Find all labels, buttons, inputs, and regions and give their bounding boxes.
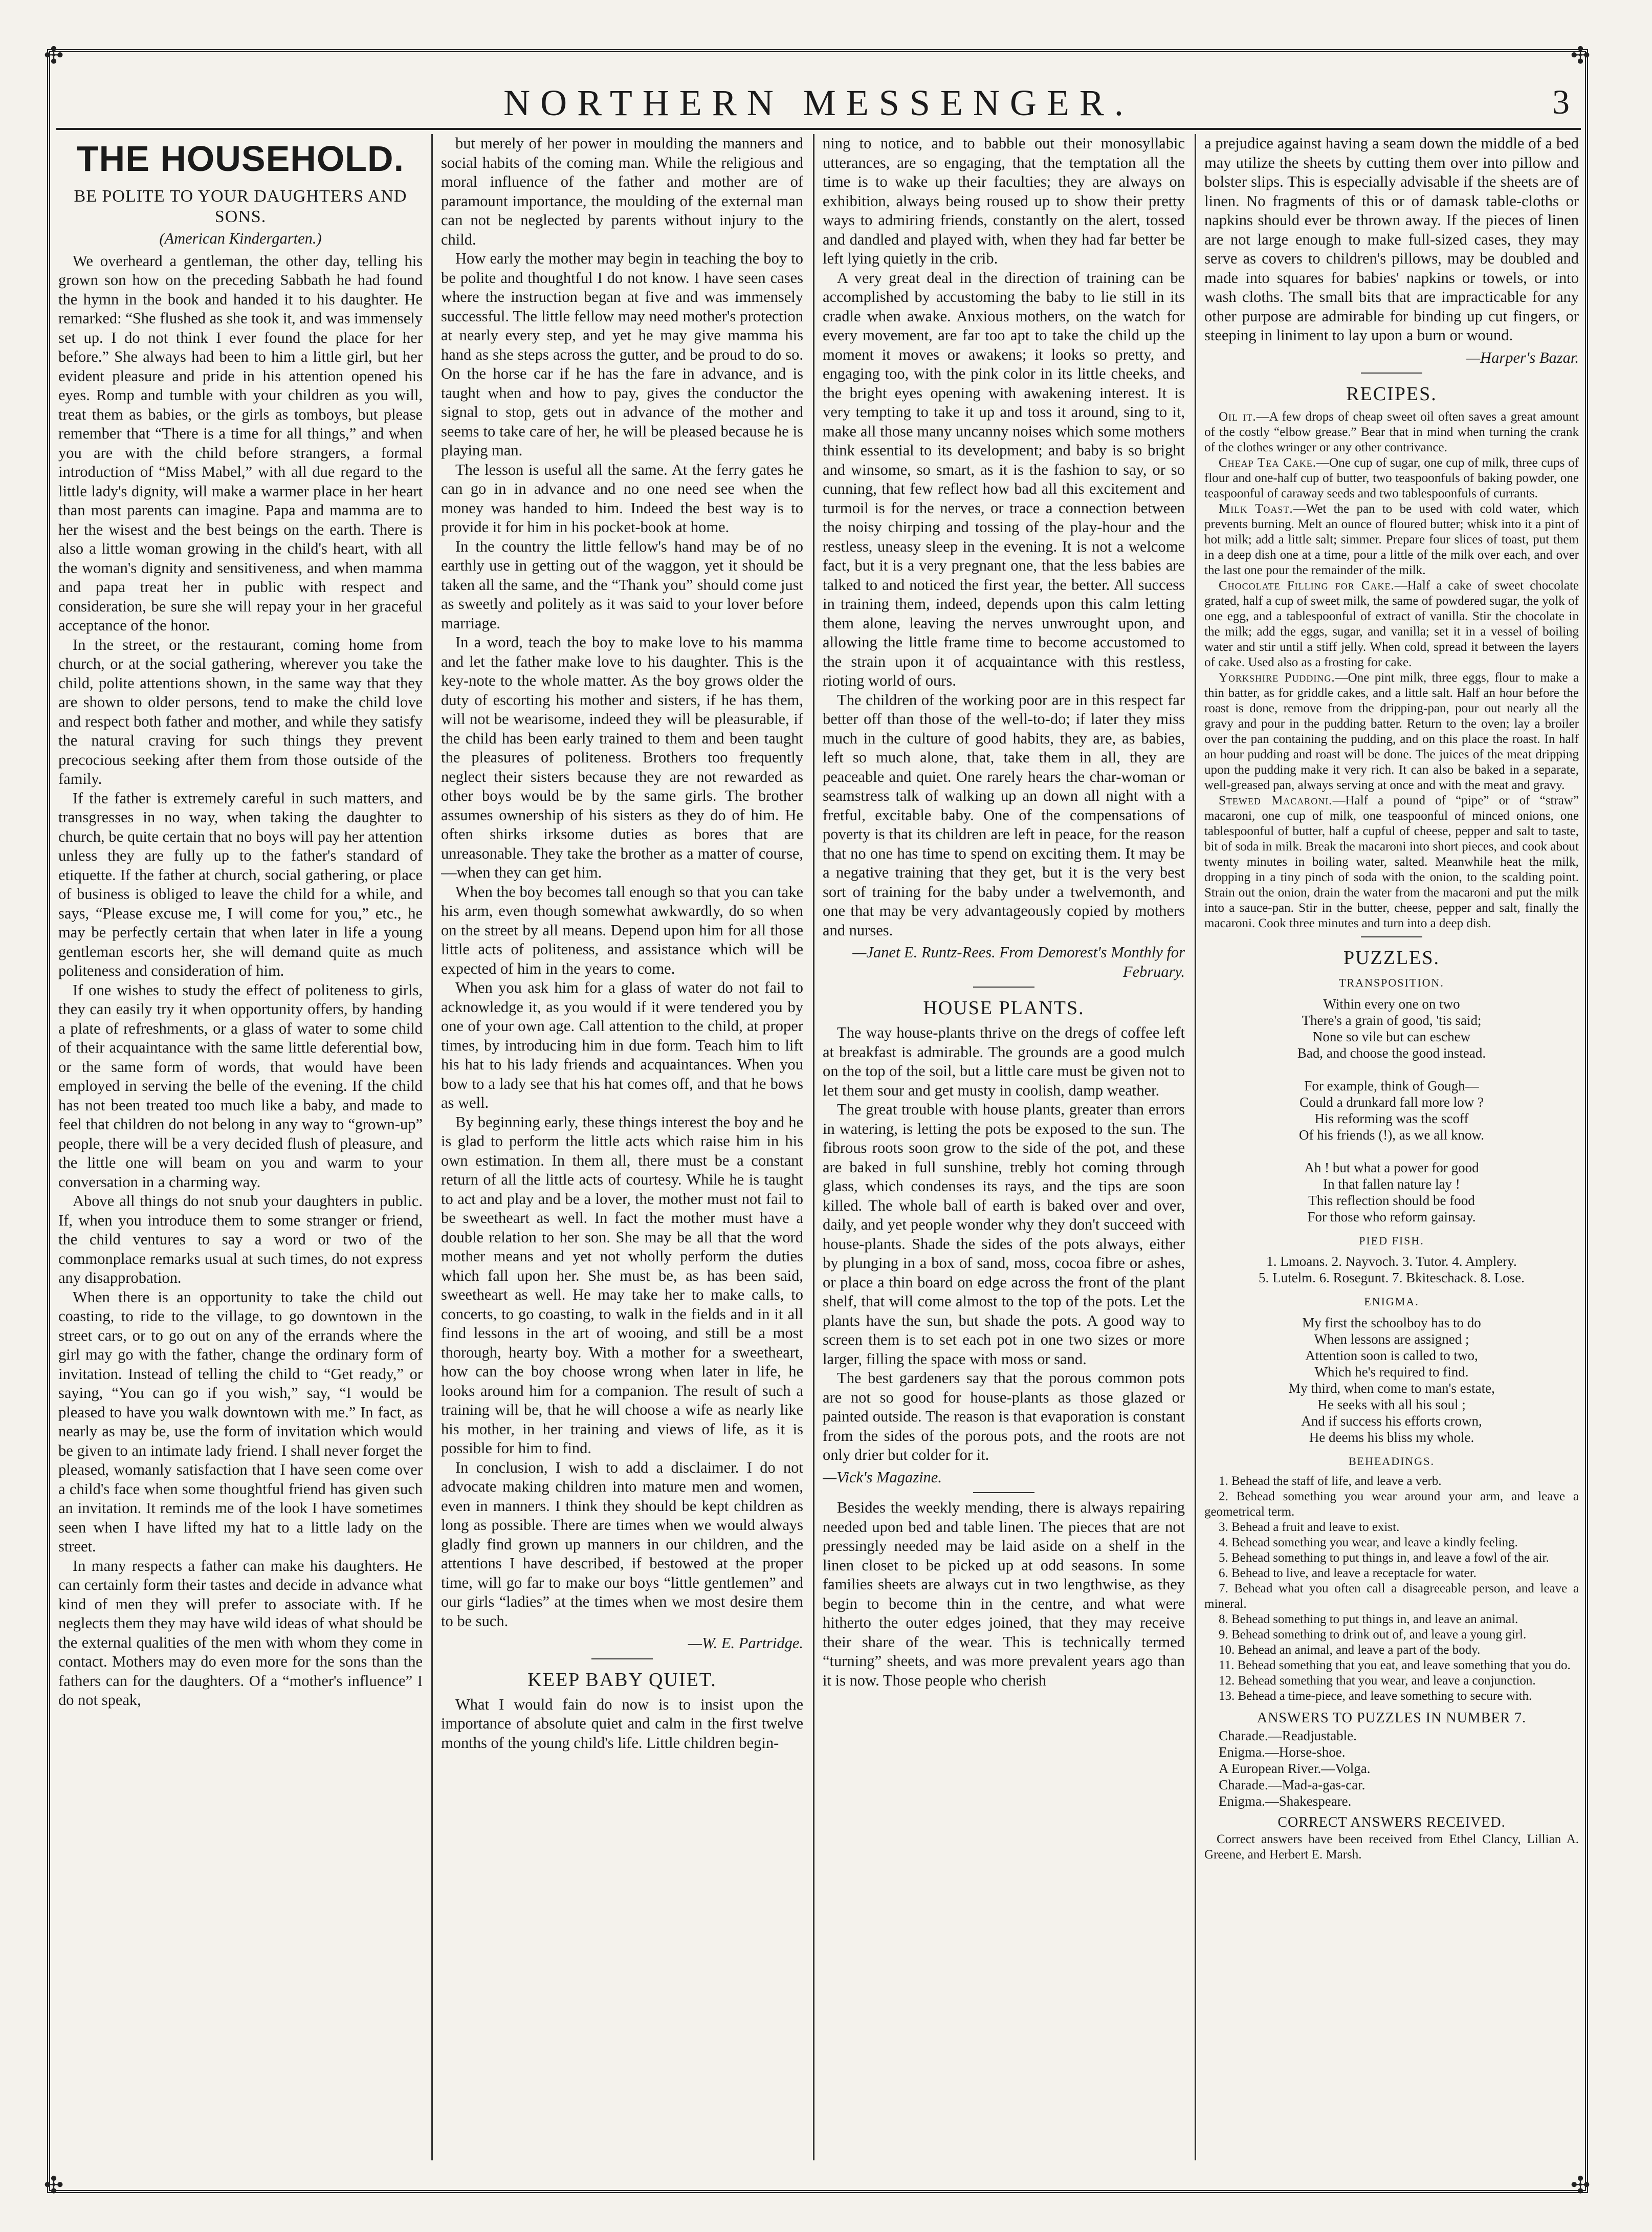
paragraph: The lesson is useful all the same. At the ferry gates he can go in in advance and no one need see when the money was handed to him. Indeed the best way is to provide it for him in his pocket-book at home. bbox=[441, 461, 803, 536]
paragraph: How early the mother may begin in teaching the boy to be polite and thoughtful I do not know. I have seen cases where the instruction began at five and was immensely successful. The little fellow may need mother's protection at nearly every step, and yet he may give mamma his hand as she steps across the gutter, and be proud to do so. On the horse car if he has the fare in advance, and is taught when and how to pay, gives the conductor the signal to stop, gets out in advance of the mother and seems to take care of her, he will be pleased because he is playing man. bbox=[441, 250, 803, 459]
masthead bbox=[56, 72, 1581, 130]
answers-title: ANSWERS TO PUZZLES IN NUMBER 7. bbox=[1257, 1710, 1527, 1726]
answer-item: Charade.—Readjustable. bbox=[1219, 1728, 1357, 1743]
house-plants-title: HOUSE PLANTS. bbox=[923, 997, 1085, 1019]
poem-line: None so vile but can eschew bbox=[1312, 1029, 1471, 1044]
poem-line: For example, think of Gough— bbox=[1304, 1078, 1479, 1093]
recipe-item bbox=[1204, 409, 1579, 455]
article-source: —Vick's Magazine. bbox=[823, 1468, 942, 1486]
newspaper-title: NORTHERN MESSENGER. bbox=[503, 82, 1134, 123]
poem-line: He seeks with all his soul ; bbox=[1317, 1396, 1466, 1412]
recipe-text: —A few drops of cheap sweet oil often saves a great amount of the costly “elbow grease.” Bear that in mind when turning the crank of the clothes wringer or any other contrivance. bbox=[1204, 410, 1579, 454]
puzzles-title: PUZZLES. bbox=[1343, 947, 1440, 969]
pied-fish-label: PIED FISH. bbox=[1359, 1234, 1424, 1247]
section-divider bbox=[1361, 373, 1422, 374]
recipe-name: Milk Toast. bbox=[1219, 502, 1293, 516]
enigma-poem bbox=[1204, 1315, 1579, 1446]
beheading-item: 4. Behead something you wear, and leave a kindly feeling. bbox=[1219, 1536, 1518, 1549]
beheading-item: 7. Behead what you often call a disagreeable person, and leave a mineral. bbox=[1204, 1582, 1579, 1611]
recipe-text: —One pint milk, three eggs, flour to make a thin batter, as for griddle cakes, and a little salt. Half an hour before the roast is done, remove from the dripping-pan, pour out nearly all the gravy and pour in the pudding batter. Return to the oven; lay a broiler over the pan containing the pudding, and on this place the roast. In half an hour pudding and roast will be done. The juices of the meat dripping upon the pudding make it very rich. It can also be baked in a separate, well-greased pan, always serving at once and with the meat and gravy. bbox=[1204, 671, 1579, 792]
transposition-poem bbox=[1204, 996, 1579, 1225]
paragraph: In the country the little fellow's hand may be of no earthly use in getting out of the waggon, yet it should be taken all the same, and the “Thank you” should come just as sweetly and politely as it was said to your lover before marriage. bbox=[441, 537, 803, 632]
paragraph: When there is an opportunity to take the child out coasting, to ride to the village, to go downtown in the street cars, or to go out on any of the errands where the girl may go with the father, change the ordinary form of invitation. Instead of telling the child to “Get ready,” or saying, “You can go if you wish,” say, “I would be pleased to have you walk downtown with me.” In fact, as nearly as may be, use the form of invitation which would be given to an intimate lady friend. I shall never forget the pleased, womanly satisfaction that I have seen come over a child's face when some thoughtful friend has given such an invitation. It reminds me of the look I have sometimes seen when I have lifted my hat to a little lady on the street. bbox=[58, 1288, 423, 1555]
pied-fish-list bbox=[1204, 1253, 1579, 1286]
column-rule bbox=[813, 134, 814, 2160]
answer-item: Enigma.—Horse-shoe. bbox=[1219, 1744, 1346, 1760]
article-source: —Harper's Bazar. bbox=[1466, 348, 1579, 366]
paragraph: By beginning early, these things interest the boy and he is glad to perform the little acts which raise him in his own estimation. In them all, there must be a constant return of all the little acts of courtesy. While he is taught to act and play and be a lover, the mother must not fail to be sweetheart as well. In fact the mother must have a double relation to her son. She may be all that the word mother means and yet not wholly perform the duties which fall upon her. She must be, as has been said, sweetheart as well. He may take her to make calls, to concerts, to go coasting, to walk in the fields and in it all find lessons in the art of wooing, and still be a most thorough, hearty boy. With a mother for a sweetheart, how can the boy choose wrong when later in life, he looks around him for a companion. The result of such a training will be, that he will choose a wife as nearly like his mother, in her training and views of life, as it is possible for him to find. bbox=[441, 1113, 803, 1457]
beheading-item: 9. Behead something to drink out of, and leave a young girl. bbox=[1219, 1628, 1527, 1642]
paragraph: The way house-plants thrive on the dregs of coffee left at breakfast is admirable. The grounds are a good mulch on the top of the soil, but a little care must be given not to let them sour and get musty in coolish, damp weather. bbox=[823, 1024, 1185, 1099]
paragraph: If one wishes to study the effect of politeness to girls, they can easily try it when opportunity offers, by handing a plate of refreshments, or a glass of water to some child of their acquaintance with the same little deferential bow, or the same form of words, that would have been employed in serving the belle of the evening. If the child has not been treated too much like a baby, and made to feel that children do not belong in any way to “grown-up” people, there will be a very decided flush of pleasure, and the little one will beam on you and warm to your conversation in a charming way. bbox=[58, 981, 423, 1191]
paragraph: We overheard a gentleman, the other day, telling his grown son how on the preceding Sabbath he had found the hymn in the book and handed it to his daughter. He remarked: “She flushed as she took it, and was immensely set up. I do not think I ever found the place for her before.” She always had been to him a little girl, but her evident pleasure and pride in his attention opened his eyes. Romp and tumble with your children as you will, treat them as babies, or the girls as tomboys, but please remember that “There is a time for all things,” and when you are with the child before strangers, a formal introduction of “Miss Mabel,” with all due regard to the little lady's dignity, will make a warmer place in her heart than most parents can imagine. Papa and mamma are to her the wisest and the best beings on the earth. There is also a little woman growing in the child's heart, with all the woman's dignity and sensitiveness, and when mamma and papa treat her in public with respect and consideration, be sure she will repay your in her graceful acceptance of the honor. bbox=[58, 252, 423, 634]
paragraph: In conclusion, I wish to add a disclaimer. I do not advocate making children into mature men and women, even in manners. I think they should be kept children as long as possible. There are times when we would always gladly find grown up manners in our children, and the attentions I have described, if bestowed at the proper time, will go far to make our boys “little gentlemen” and our girls “ladies” at the times when we most desire them to be such. bbox=[441, 1458, 803, 1630]
paragraph: The children of the working poor are in this respect far better off than those of the well-to-do; if later they miss much in the culture of good habits, they are, as babies, left so much alone, that, take them in all, they are peaceable and quiet. One rarely hears the char-woman or seamstress talk of walking up an down all night with a fretful, excitable baby. One of the compensations of poverty is that its children are left in peace, for the reason that no one has time to spend on exciting them. It may be a negative training that they get, but it is the very best sort of training for the baby under a twelvemonth, and one that may be very advantageously copied by mothers and nurses. bbox=[823, 691, 1185, 939]
paragraph: Besides the weekly mending, there is always repairing needed upon bed and table linen. The pieces that are not pressingly needed may be laid aside on a shelf in the linen closet to be picked up at odd seasons. In some families sheets are always cut in two lengthwise, as they begin to become thin in the centre, and what were hitherto the outer edges joined, that they may receive their share of the wear. This is technically termed “turning” sheets, and was more prevalent years ago than it is now. Those people who cherish bbox=[823, 1499, 1185, 1689]
corner-ornament-icon: ✣ bbox=[1570, 2172, 1591, 2198]
poem-line bbox=[1204, 1143, 1579, 1159]
beheading-item: 10. Behead an animal, and leave a part of the body. bbox=[1219, 1643, 1481, 1657]
transposition-label: TRANSPOSITION. bbox=[1339, 976, 1444, 989]
recipe-text: —Half a pound of “pipe” or of “straw” macaroni, one cup of milk, one teaspoonful of minced onions, one tablespoonful of butter, half a cupful of cheese, pepper and salt to taste, bit of soda in milk. Break the macaroni into short pieces, and cook about twenty minutes in boiling water, salted. Meanwhile heat the milk, dropping in a tiny pinch of soda with the onion, to the scalding point. Strain out the onion, drain the water from the macaroni and put the milk into a sauce-pan. Stir in the butter, cheese, pepper and salt, finally the macaroni. Cook three minutes and turn into a deep dish. bbox=[1204, 794, 1579, 930]
poem-line: There's a grain of good, 'tis said; bbox=[1302, 1012, 1482, 1028]
poem-line: Within every one on two bbox=[1323, 996, 1460, 1012]
column-rule bbox=[1195, 134, 1196, 2160]
section-divider bbox=[1361, 936, 1422, 937]
section-divider bbox=[973, 987, 1034, 988]
paragraph: Above all things do not snub your daughters in public. If, when you introduce them to some stranger or friend, the child ventures to say a word or two of the commonplace remarks usual at such times, do not express any disapprobation. bbox=[58, 1192, 423, 1286]
poem-line: My third, when come to man's estate, bbox=[1288, 1380, 1495, 1396]
answer-item: A European River.—Volga. bbox=[1219, 1761, 1371, 1776]
poem-line: His reforming was the scoff bbox=[1314, 1110, 1469, 1126]
column-rule bbox=[431, 134, 433, 2160]
beheading-item: 5. Behead something to put things in, and leave a fowl of the air. bbox=[1219, 1551, 1549, 1565]
column-3 bbox=[823, 134, 1185, 2160]
recipe-item bbox=[1204, 578, 1579, 670]
poem-line bbox=[1204, 1061, 1579, 1078]
poem-line: Bad, and choose the good instead. bbox=[1297, 1045, 1486, 1061]
keep-baby-title: KEEP BABY QUIET. bbox=[527, 1669, 717, 1691]
recipe-name: Stewed Macaroni. bbox=[1219, 794, 1333, 807]
beheading-item: 3. Behead a fruit and leave to exist. bbox=[1219, 1520, 1400, 1534]
section-divider bbox=[591, 1658, 653, 1659]
recipe-name: Oil it. bbox=[1219, 410, 1257, 424]
poem-line: Could a drunkard fall more low ? bbox=[1299, 1094, 1484, 1110]
beheading-item: 1. Behead the staff of life, and leave a verb. bbox=[1219, 1474, 1442, 1488]
page-number: 3 bbox=[1552, 82, 1570, 121]
article-signature: —Janet E. Runtz-Rees. From Demorest's Monthly for February. bbox=[852, 944, 1185, 980]
recipe-text: —One cup of sugar, one cup of milk, three cups of flour and one-half cup of butter, two teaspoonfuls of baking powder, one teaspoonful of caraway seeds and two tablespoonfuls of currants. bbox=[1204, 456, 1579, 500]
section-divider bbox=[973, 1492, 1034, 1493]
beheading-item: 13. Behead a time-piece, and leave something to secure with. bbox=[1219, 1689, 1532, 1703]
paragraph: a prejudice against having a seam down the middle of a bed may utilize the sheets by cutting them over into pillow and bolster slips. This is especially advisable if the sheets are of linen. No fragments of this or of damask table-cloths or napkins should ever be thrown away. If the pieces of linen are not large enough to make full-sized cases, they may serve as covers to children's pillows, may be doubled and made into squares for babies' napkins or towels, or into wash cloths. The small bits that are impracticable for any other purpose are admirable for binding up cut fingers, or steeping in liniment to lay upon a burn or wound. bbox=[1204, 135, 1579, 344]
answer-item: Enigma.—Shakespeare. bbox=[1219, 1793, 1352, 1809]
recipe-name: Cheap Tea Cake. bbox=[1219, 456, 1317, 470]
puzzle-line: 5. Lutelm. 6. Rosegunt. 7. Bkiteschack. 8. Lose. bbox=[1259, 1270, 1525, 1285]
paragraph: A very great deal in the direction of training can be accomplished by accustoming the baby to lie still in its cradle when awake. Anxious mothers, on the watch for every movement, are far too apt to take the child up the moment it moves or awakens; it looks so pretty, and engaging too, with the pink color in its little cheeks, and the bright eyes opening with awakening interest. It is very tempting to take it up and toss it around, sing to it, make all those many uncanny noises which some mothers think essential to its development; and baby is so bright and winsome, so smart, as it is the fashion to say, or so cunning, that few reflect how bad all this excitement and turmoil is for the nerves, or trace a connection between the noisy chirping and tossing of the play-hour and the restless, uneasy sleep in the evening. It is not a welcome fact, but it is a very pregnant one, that the less babies are talked to and noticed the first year, the better. All success in training them, indeed, depends upon this calm letting them alone, leaving the nerves unwrought upon, and allowing the little frame time to become accustomed to the strain upon it of acquaintance with this restless, rioting world of ours. bbox=[823, 269, 1185, 689]
article-title: BE POLITE TO YOUR DAUGHTERS AND SONS. bbox=[74, 187, 407, 226]
correct-answers-text: Correct answers have been received from Ethel Clancy, Lillian A. Greene, and Herbert E. Marsh. bbox=[1204, 1832, 1579, 1862]
recipe-item bbox=[1204, 793, 1579, 931]
recipe-name: Yorkshire Pudding. bbox=[1219, 671, 1335, 685]
corner-ornament-icon: ✣ bbox=[1570, 42, 1591, 69]
poem-line: My first the schoolboy has to do bbox=[1302, 1315, 1481, 1330]
poem-line: And if success his efforts crown, bbox=[1301, 1413, 1482, 1429]
article-source: (American Kindergarten.) bbox=[159, 230, 322, 247]
correct-answers-title: CORRECT ANSWERS RECEIVED. bbox=[1277, 1814, 1506, 1830]
paragraph: In the street, or the restaurant, coming home from church, or at the social gathering, wherever you take the child, polite attentions shown, in the same way that they are shown to older persons, tend to make the child love and respect both father and mother, and while they satisfy the natural craving for such things they prevent precocious seeking after them from those outside of the family. bbox=[58, 636, 423, 787]
paragraph: When you ask him for a glass of water do not fail to acknowledge it, as you would if it were tendered you by one of your own age. Call attention to the child, at proper times, by introducing him in due form. Teach him to lift his hat to his lady friends and acquaintances. When you bow to a lady see that his hat comes off, and that he bows as well. bbox=[441, 979, 803, 1111]
recipes-title: RECIPES. bbox=[1346, 383, 1437, 405]
corner-ornament-icon: ✣ bbox=[43, 42, 64, 69]
recipe-item bbox=[1204, 501, 1579, 578]
poem-line: When lessons are assigned ; bbox=[1314, 1331, 1469, 1347]
article-signature: —W. E. Partridge. bbox=[688, 1634, 803, 1652]
paragraph: In a word, teach the boy to make love to his mamma and let the father make love to his daughter. This is the key-note to the whole matter. As the boy grows older the duty of escorting his mother and sisters, if he has them, will not be wearisome, indeed they will be pleasurable, if the child has been early trained to them and been taught the pleasures of politeness. Brothers too frequently neglect their sisters because they are not rewarded as other boys would be by the same girls. The brother assumes ownership of his sisters as they do of him. He often shirks irksome duties as bores that are unreasonable. They take the brother as a matter of course, —when they can get him. bbox=[441, 633, 803, 881]
poem-line: He deems his bliss my whole. bbox=[1309, 1429, 1474, 1445]
recipe-item bbox=[1204, 455, 1579, 501]
recipe-text: —Half a cake of sweet chocolate grated, half a cup of sweet milk, the same of powdered sugar, the yolk of one egg, and a tablespoonful of extract of vanilla. Stir the chocolate in the milk; add the eggs, sugar, and vanilla; set it in a vessel of boiling water and stir until a stiff jelly. When cold, spread it between the layers of cake. Used also as a frosting for cake. bbox=[1204, 579, 1579, 669]
recipe-name: Chocolate Filling for Cake. bbox=[1219, 579, 1395, 593]
column-4 bbox=[1204, 134, 1579, 2160]
article-columns bbox=[56, 134, 1581, 2160]
beheadings-label: BEHEADINGS. bbox=[1348, 1454, 1435, 1468]
poem-line: Ah ! but what a power for good bbox=[1304, 1159, 1479, 1175]
paragraph: ning to notice, and to babble out their monosyllabic utterances, are so engaging, that the temptation all the time is to wake up their faculties; they are always on exhibition, always being roused up to show their pretty ways to admiring friends, constantly on the alert, tossed and dandled and played with, when they had far better be left lying quietly in the crib. bbox=[823, 135, 1185, 267]
recipe-text: —Wet the pan to be used with cold water, which prevents burning. Melt an ounce of floured butter; whisk into it a pint of hot milk; add a little salt; simmer. Prepare four slices of toast, put them in a deep dish one at a time, pour a little of the milk over each, and over the last one pour the remainder of the milk. bbox=[1204, 502, 1579, 577]
paragraph: but merely of her power in moulding the manners and social habits of the coming man. While the religious and moral influence of the father and mother are of paramount importance, the moulding of the external man can not be neglected by parents without injury to the child. bbox=[441, 135, 803, 248]
paragraph: The best gardeners say that the porous common pots are not so good for house-plants as those glazed or painted outside. The reason is that evaporation is constant from the sides of the porous pots, and the roots are not only drier but colder for it. bbox=[823, 1369, 1185, 1463]
beheading-item: 11. Behead something that you eat, and leave something that you do. bbox=[1219, 1658, 1571, 1672]
recipe-item bbox=[1204, 670, 1579, 793]
poem-line: In that fallen nature lay ! bbox=[1323, 1176, 1460, 1192]
beheading-item: 6. Behead to live, and leave a receptacle for water. bbox=[1219, 1566, 1477, 1580]
puzzle-line: 1. Lmoans. 2. Nayvoch. 3. Tutor. 4. Amplery. bbox=[1266, 1254, 1517, 1269]
corner-ornament-icon: ✣ bbox=[43, 2172, 64, 2198]
beheading-item: 8. Behead something to put things in, and leave an animal. bbox=[1219, 1612, 1518, 1626]
enigma-label: ENIGMA. bbox=[1364, 1295, 1419, 1308]
paragraph: The great trouble with house plants, greater than errors in watering, is letting the pots be exposed to the sun. The fibrous roots soon grow to the side of the pot, and these are baked in full sunshine, trebly hot coming through glass, which condenses its rays, and the tips are soon killed. The whole ball of earth is baked over and over, daily, and yet people wonder why they don't succeed with house-plants. Shade the sides of the pots always, either by plunging in a box of sand, moss, cocoa fibre or ashes, or place a thin board on edge across the front of the plant shelf, that will come almost to the top of the pots. Let the plants have the sun, but shade the pots. A good way to screen them is to set each pot in one two sizes or more larger, filling the space with moss or sand. bbox=[823, 1101, 1185, 1368]
answer-item: Charade.—Mad-a-gas-car. bbox=[1219, 1777, 1365, 1792]
paragraph: In many respects a father can make his daughters. He can certainly form their tastes and decide in advance what kind of men they will prefer to associate with. If he neglects them they may have wild ideas of what should be the external qualities of the men with whom they come in contact. Mothers may do even more for the sons than the fathers can for the daughters. Of a “mother's influence” I do not speak, bbox=[58, 1557, 423, 1709]
poem-line: Of his friends (!), as we all know. bbox=[1299, 1127, 1484, 1143]
column-1 bbox=[58, 134, 423, 2160]
poem-line: For those who reform gainsay. bbox=[1307, 1209, 1476, 1224]
column-2 bbox=[441, 134, 803, 2160]
beheading-item: 12. Behead something that you wear, and leave a conjunction. bbox=[1219, 1674, 1536, 1688]
poem-line: Which he's required to find. bbox=[1314, 1364, 1469, 1380]
poem-line: Attention soon is called to two, bbox=[1305, 1347, 1478, 1363]
section-title: THE HOUSEHOLD. bbox=[76, 139, 405, 179]
paragraph: When the boy becomes tall enough so that you can take his arm, even though somewhat awkwardly, do so when on the street by all means. Depend upon him for all those little acts of politeness, and assistance which will be expected of him in the years to come. bbox=[441, 883, 803, 977]
beheading-item: 2. Behead something you wear around your arm, and leave a geometrical term. bbox=[1204, 1490, 1579, 1519]
paragraph: What I would fain do now is to insist upon the importance of absolute quiet and calm in the first twelve months of the young child's life. Little children begin- bbox=[441, 1695, 803, 1752]
paragraph: If the father is extremely careful in such matters, and transgresses in no way, when taking the daughter to church, be quite certain that no boys will pay her attention unless they are fully up to the father's standard of etiquette. If the father at church, social gathering, or place of business is obliged to leave the child for a while, and says, “Please excuse me, I will come for you,” etc., he may be perfectly certain that when later in life a young gentleman escorts her, she will demand quite as much politeness and consideration of him. bbox=[58, 789, 423, 979]
poem-line: This reflection should be food bbox=[1308, 1192, 1475, 1208]
